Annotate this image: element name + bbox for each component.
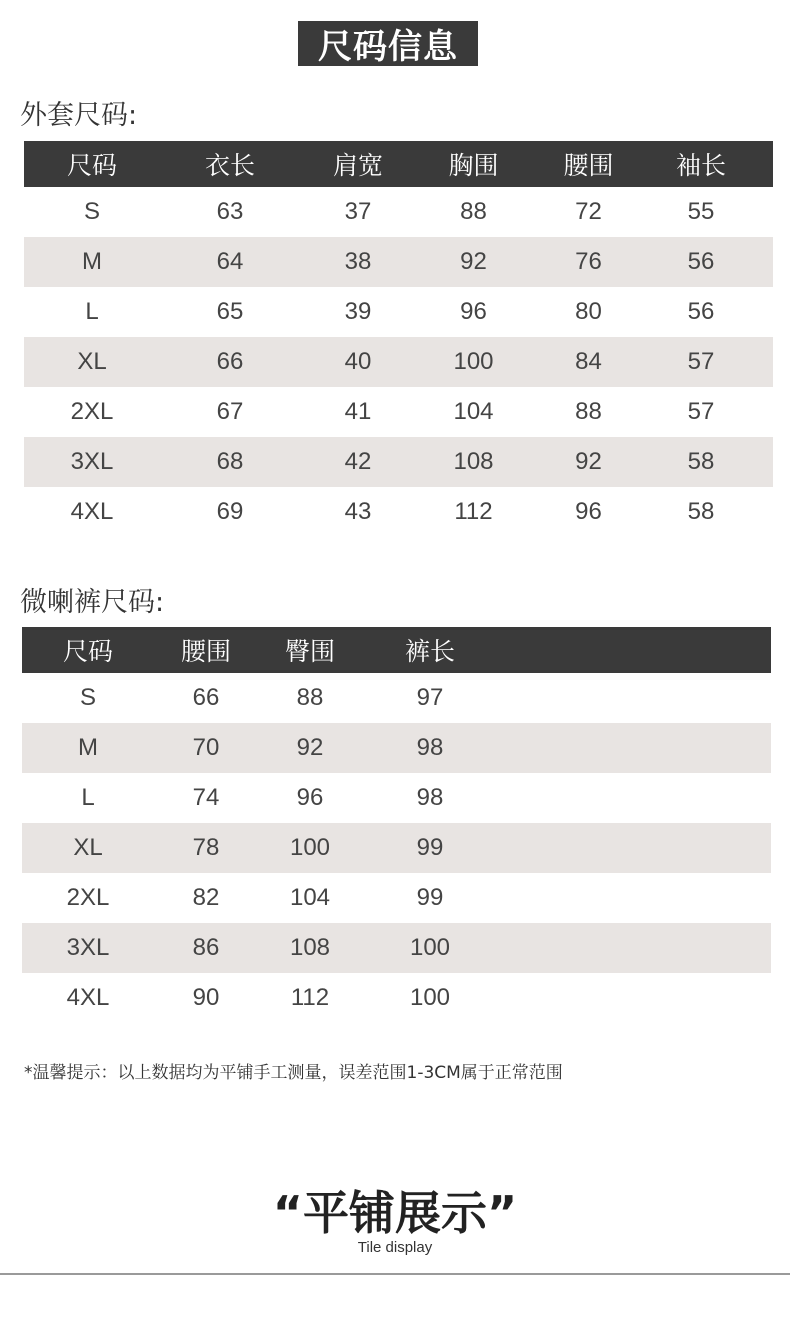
table-cell: 66 bbox=[192, 684, 220, 711]
table-cell: 98 bbox=[416, 784, 444, 811]
table-cell: 112 bbox=[290, 984, 330, 1011]
table-cell: 96 bbox=[296, 784, 324, 811]
table-cell: 4XL bbox=[70, 498, 114, 525]
table-cell: 4XL bbox=[66, 984, 110, 1011]
table-cell: 40 bbox=[344, 348, 372, 375]
table-cell: 66 bbox=[216, 348, 244, 375]
table-cell: 55 bbox=[687, 198, 715, 225]
table-row bbox=[24, 287, 773, 337]
table-cell: 88 bbox=[296, 684, 324, 711]
header-cell: 尺码 bbox=[62, 637, 113, 666]
table-cell: 57 bbox=[687, 348, 715, 375]
table-cell: 70 bbox=[192, 734, 220, 761]
table-cell: L bbox=[81, 784, 95, 811]
table-cell: L bbox=[85, 298, 99, 325]
table-row bbox=[22, 873, 771, 923]
table-cell: 78 bbox=[192, 834, 220, 861]
table-cell: 58 bbox=[687, 448, 715, 475]
table-cell: 92 bbox=[575, 448, 602, 475]
measurement-note: *温馨提示：以上数据均为平铺手工测量，误差范围1-3CM属于正常范围 bbox=[24, 1063, 563, 1083]
table-cell: 108 bbox=[289, 934, 331, 961]
table-cell: S bbox=[83, 198, 100, 225]
table-cell: 97 bbox=[416, 684, 444, 711]
table-cell: 68 bbox=[216, 448, 244, 475]
header-cell: 腰围 bbox=[563, 151, 614, 180]
table-cell: 76 bbox=[575, 248, 602, 275]
header-cell: 胸围 bbox=[448, 151, 499, 180]
table-cell: 56 bbox=[687, 298, 715, 325]
table-cell: 82 bbox=[192, 884, 220, 911]
table-cell: 104 bbox=[289, 884, 331, 911]
table-row bbox=[22, 773, 771, 823]
header-cell: 衣长 bbox=[204, 151, 255, 180]
table-cell: 3XL bbox=[70, 448, 114, 475]
table-cell: 108 bbox=[453, 448, 494, 475]
table-cell: 64 bbox=[216, 248, 244, 275]
table-cell: 100 bbox=[409, 984, 451, 1011]
table-cell: 100 bbox=[453, 348, 494, 375]
table-cell: 58 bbox=[687, 498, 715, 525]
table-cell: M bbox=[78, 734, 98, 761]
header-cell: 臀围 bbox=[284, 637, 335, 666]
divider bbox=[0, 1273, 790, 1275]
table-cell: 67 bbox=[216, 398, 244, 425]
table-row bbox=[24, 487, 773, 537]
table-cell: 98 bbox=[416, 734, 444, 761]
flat-display-title: “平铺展示” bbox=[272, 1186, 518, 1240]
table-cell: 37 bbox=[344, 198, 372, 225]
table-cell: 99 bbox=[416, 884, 444, 911]
table-row bbox=[22, 673, 771, 723]
table-cell: S bbox=[79, 684, 96, 711]
table-row bbox=[24, 437, 773, 487]
header-cell: 裤长 bbox=[404, 637, 455, 666]
table-cell: 99 bbox=[416, 834, 444, 861]
table-cell: 56 bbox=[687, 248, 715, 275]
table-row bbox=[24, 237, 773, 287]
table-cell: 39 bbox=[344, 298, 372, 325]
table-cell: 96 bbox=[460, 298, 487, 325]
table-row bbox=[22, 823, 771, 873]
table-cell: 2XL bbox=[66, 884, 110, 911]
table-cell: 57 bbox=[687, 398, 715, 425]
table-cell: 100 bbox=[289, 834, 331, 861]
table-cell: 41 bbox=[344, 398, 372, 425]
table-row bbox=[24, 187, 773, 237]
header-cell: 尺码 bbox=[66, 151, 117, 180]
pants-size-table bbox=[22, 627, 771, 1023]
table-cell: 96 bbox=[575, 498, 602, 525]
table-cell: 65 bbox=[216, 298, 244, 325]
table-cell: 86 bbox=[192, 934, 220, 961]
table-cell: XL bbox=[77, 348, 107, 375]
table-cell: 92 bbox=[296, 734, 324, 761]
table-cell: 112 bbox=[454, 498, 493, 525]
table-cell: 72 bbox=[575, 198, 602, 225]
jacket-size-table bbox=[24, 141, 773, 537]
jacket-size-label: 外套尺码: bbox=[20, 100, 138, 131]
table-header bbox=[22, 627, 771, 673]
page-title: 尺码信息 bbox=[298, 21, 478, 66]
table-cell: 90 bbox=[192, 984, 220, 1011]
table-cell: XL bbox=[73, 834, 103, 861]
table-cell: 42 bbox=[344, 448, 372, 475]
pants-size-label: 微喇裤尺码: bbox=[20, 587, 165, 618]
table-row bbox=[22, 973, 771, 1023]
table-cell: 2XL bbox=[70, 398, 114, 425]
table-cell: 43 bbox=[344, 498, 372, 525]
table-cell: 38 bbox=[344, 248, 372, 275]
table-cell: 84 bbox=[575, 348, 602, 375]
table-cell: 63 bbox=[216, 198, 244, 225]
table-row bbox=[24, 337, 773, 387]
header-cell: 腰围 bbox=[180, 637, 231, 666]
table-cell: 92 bbox=[460, 248, 487, 275]
flat-display-subtitle: Tile display bbox=[357, 1239, 433, 1256]
table-row bbox=[24, 387, 773, 437]
header-cell: 肩宽 bbox=[332, 151, 383, 180]
header-cell: 袖长 bbox=[675, 151, 726, 180]
table-cell: 88 bbox=[460, 198, 487, 225]
table-row bbox=[22, 723, 771, 773]
table-cell: 3XL bbox=[66, 934, 110, 961]
table-row bbox=[22, 923, 771, 973]
table-cell: M bbox=[82, 248, 102, 275]
table-cell: 74 bbox=[192, 784, 220, 811]
table-cell: 100 bbox=[409, 934, 451, 961]
table-cell: 88 bbox=[575, 398, 602, 425]
table-cell: 69 bbox=[216, 498, 244, 525]
table-cell: 104 bbox=[453, 398, 494, 425]
table-header bbox=[24, 141, 773, 187]
table-cell: 80 bbox=[575, 298, 602, 325]
